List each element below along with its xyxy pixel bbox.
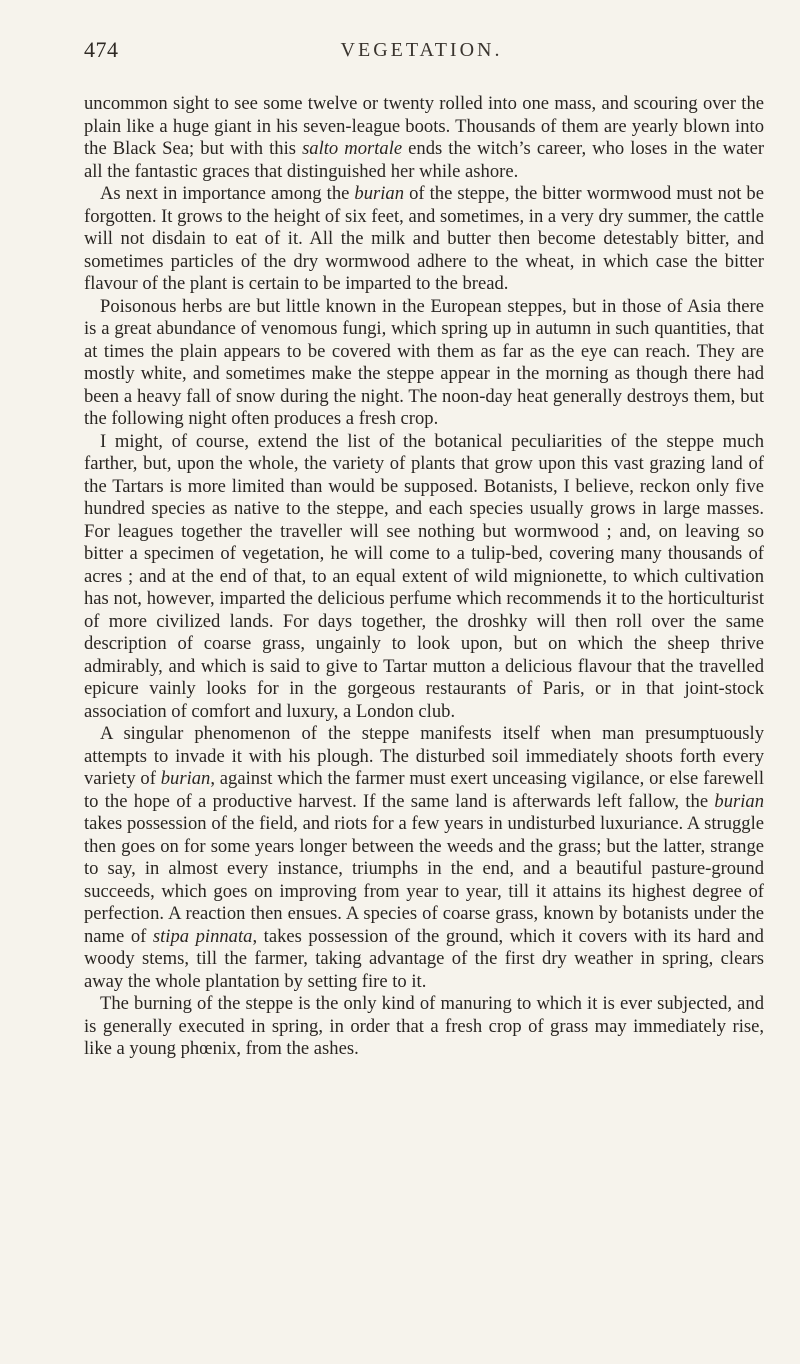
text-run: , takes possession of the ground, which it covers with its hard and woody stems, till the farmer, taking advantage of the first dry weather in spring, clears away the whole plantation by setting fire to it. [84, 925, 764, 992]
italic-term: burian [714, 790, 764, 812]
text-run: Poisonous herbs are but little known in the European steppes, but in those of Asia there is a great abundance of venomous fungi, which spring up in autumn in such quantities, that at times the plain appears to be covered with them as far as the eye can reach. They are mostly white, and sometimes make the steppe appear in the morning as though there had been a heavy fall of snow during the night. The noon-day heat generally destroys them, but the following night often produces a fresh crop. [84, 295, 764, 429]
page-number: 474 [84, 37, 119, 62]
paragraph [84, 993, 764, 1061]
text-run: As next in importance among the [100, 183, 355, 204]
text-run: uncommon sight to see some twelve or twenty rolled into one mass, and scouring over the plain like a huge giant in his seven-league boots. Thousands of them are yearly blown into the Black Sea; but with this [84, 93, 764, 159]
paragraph [84, 183, 764, 296]
italic-term: salto mortale [302, 138, 403, 159]
text-run: ends the witch’s career, who loses in the water all the fantastic graces that distinguished her while ashore. [84, 138, 765, 182]
text-run: of the steppe, the bitter wormwood must not be forgotten. It grows to the height of six feet, and sometimes, in a very dry summer, the cattle will not disdain to eat of it. All the milk and butter then become detestably bitter, and sometimes particles of the dry wormwood adhere to the wheat, in which case the bitter flavour of the plant is certain to be imparted to the bread. [84, 183, 764, 294]
running-head: VEGETATION. [340, 39, 503, 61]
italic-term: stipa pinnata [152, 925, 253, 947]
paragraph [84, 431, 764, 724]
italic-term: burian [160, 768, 211, 789]
paragraph [84, 723, 764, 993]
paragraph [84, 93, 764, 183]
italic-term: burian [354, 183, 405, 204]
body-text [84, 93, 764, 1061]
paragraph [84, 296, 764, 431]
text-run: takes possession of the field, and riots for a few years in undisturbed luxuriance. A struggle then goes on for some years longer between the weeds and the grass; but the latter, strange to say, in almost every instance, triumphs in the end, and a beautiful pasture-ground succeeds, which goes on improving from year to year, till it attains its highest degree of perfection. A reaction then ensues. A species of coarse grass, known by botanists under the name of [84, 813, 764, 947]
text-run: , against which the farmer must exert unceasing vigilance, or else farewell to the hope of a productive harvest. If the same land is afterwards left fallow, the [84, 768, 764, 812]
text-run: A singular phenomenon of the steppe manifests itself when man presumptuously attempts to invade it with his plough. The disturbed soil immediately shoots forth every variety of [84, 723, 764, 789]
page-header [84, 37, 759, 67]
text-run: I might, of course, extend the list of the botanical peculiarities of the steppe much farther, but, upon the whole, the variety of plants that grow upon this vast grazing land of the Tartars is more limited than would be supposed. Botanists, I believe, reckon only five hundred species as native to the steppe, and each species usually grows in large masses. For leagues together the traveller will see nothing but wormwood ; and, on leaving so bitter a specimen of vegetation, he will come to a tulip-bed, covering many thousands of acres ; and at the end of that, to an equal extent of wild mignionette, to which cultivation has not, however, imparted the delicious perfume which recommends it to the horticulturist of more civilized lands. For days together, the droshky will then roll over the same description of coarse grass, ungainly to look upon, but on which the sheep thrive admirably, and which is said to give to Tartar mutton a delicious flavour that the travelled epicure vainly looks for in the gorgeous restaurants of Paris, or in that joint-stock association of comfort and luxury, a London club. [84, 430, 764, 722]
text-run: The burning of the steppe is the only kind of manuring to which it is ever subjected, and is generally executed in spring, in order that a fresh crop of grass may immediately rise, like a young phœnix, from the ashes. [84, 993, 764, 1059]
